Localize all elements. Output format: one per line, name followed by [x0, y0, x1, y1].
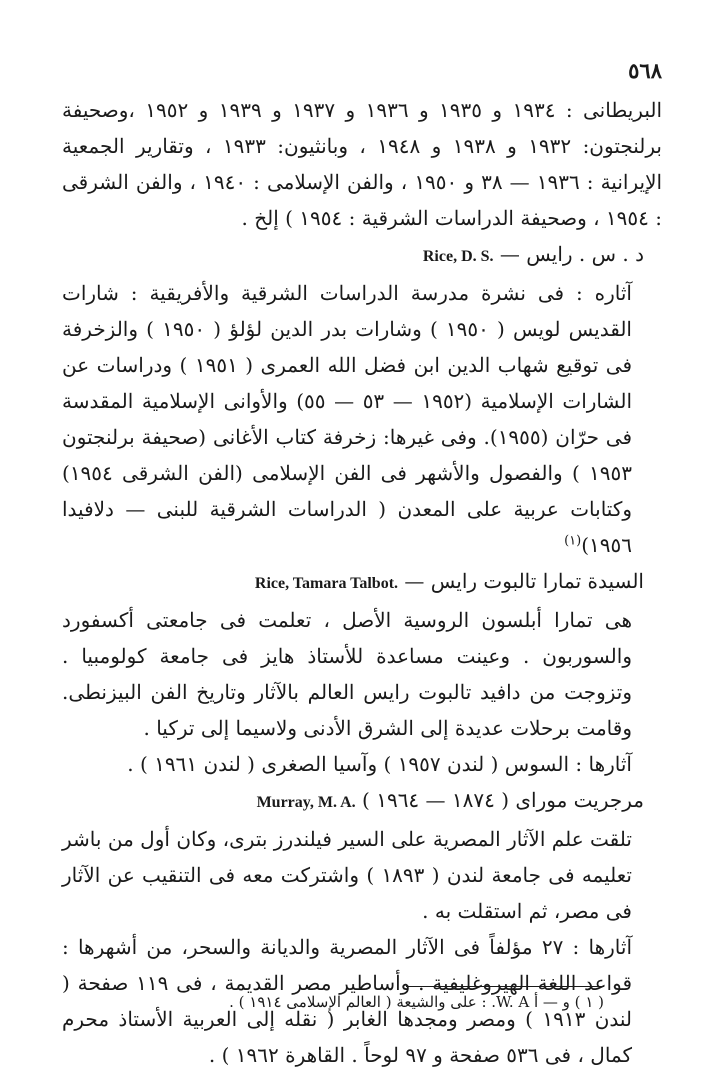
body-text [62, 92, 662, 1073]
paragraph-text: تلقت علم الآثار المصرية على السير فيلندرز بترى، وكان أول من باشر تعليمه فى جامعة لندن ( ١٨٩٣ ) واشتركت معه فى التنقيب عن الآثار فى مصر، ثم استقلت به . [62, 827, 632, 923]
heading-latin: Murray, M. A. [256, 794, 356, 811]
paragraph [62, 602, 662, 746]
heading-arabic: مرجريت موراى ( ١٨٧٤ — ١٩٦٤ ) [362, 788, 644, 812]
heading-arabic: السيدة تمارا تالبوت رايس — [404, 569, 644, 593]
paragraph [62, 92, 662, 236]
paragraph-text: هى تمارا أبلسون الروسية الأصل ، تعلمت فى جامعتى أكسفورد والسوربون . وعينت مساعدة للأستاذ هايز فى جامعة كولومبيا . وتزوجت من دافيد تالبوت رايس العالم بالآثار وتاريخ الفن البيزنطى. وقامت برحلات عديدة إلى الشرق الأدنى ولاسيما إلى تركيا . [62, 608, 632, 740]
paragraph-text: آثارها : ٢٧ مؤلفاً فى الآثار المصرية والديانة والسحر، من أشهرها : قواعد اللغة الهيروغليفية . وأساطير مصر القديمة ، فى ١١٩ صفحة ( لندن ١٩١٣ ) ومصر ومجدها الغابر ( نقله إلى العربية الأستاذ محرم كمال ، فى ٥٣٦ صفحة و ٩٧ لوحاً . القاهرة ١٩٦٢ ) . [62, 935, 633, 1067]
entry-heading [62, 782, 662, 821]
paragraph-text: البريطانى : ١٩٣٤ و ١٩٣٥ و ١٩٣٦ و ١٩٣٧ و ١٩٣٩ و ١٩٥٢ ،وصحيفة برلنجتون: ١٩٣٢ و ١٩٣٨ و ١٩٤٨ ، وبانثيون: ١٩٣٣ ، وتقارير الجمعية الإيرانية : ١٩٣٦ — ٣٨ و ١٩٥٠ ، والفن الإسلامى : ١٩٤٠ ، والفن الشرقى : ١٩٥٤ ، وصحيفة الدراسات الشرقية : ١٩٥٤ ) إلخ . [62, 98, 663, 230]
entry-heading [62, 236, 662, 275]
entry-heading [62, 563, 662, 602]
paragraph-text: آثاره : فى نشرة مدرسة الدراسات الشرقية والأفريقية : شارات القديس لويس ( ١٩٥٠ ) وشارات بدر الدين لؤلؤ ( ١٩٥٠ ) والزخرفة فى توقيع شهاب الدين ابن فضل الله العمرى ( ١٩٥١ ) ودراسات عن الشارات الإسلامية (١٩٥٢ — ٥٣ — ٥٥) والأوانى الإسلامية المقدسة فى حرّان (١٩٥٥). وفى غيرها: زخرفة كتاب الأغانى (صحيفة برلنجتون ١٩٥٣ ) والفصول والأشهر فى الفن الإسلامى (الفن الشرقى ١٩٥٤) وكتابات عربية على المعدن ( الدراسات الشرقية للبنى — دلافيدا ١٩٥٦) [62, 281, 633, 557]
heading-latin: Rice, Tamara Talbot. [254, 575, 399, 592]
footnote-divider [406, 986, 604, 987]
paragraph [62, 275, 662, 563]
heading-latin: Rice, D. S. [422, 248, 494, 265]
paragraph-text: آثارها : السوس ( لندن ١٩٥٧ ) وآسيا الصغرى ( لندن ١٩٦١ ) . [127, 752, 632, 776]
paragraph [62, 821, 662, 929]
heading-arabic: د . س . رايس — [499, 242, 644, 266]
page-number: ٥٦٨ [628, 58, 662, 83]
footnote-marker: (١) [564, 533, 582, 549]
paragraph [62, 746, 662, 782]
footnote: ( ١ ) و — أ W. A. : على والشيعة ( العالم الإسلامى ١٩١٤ ) . [229, 993, 604, 1011]
